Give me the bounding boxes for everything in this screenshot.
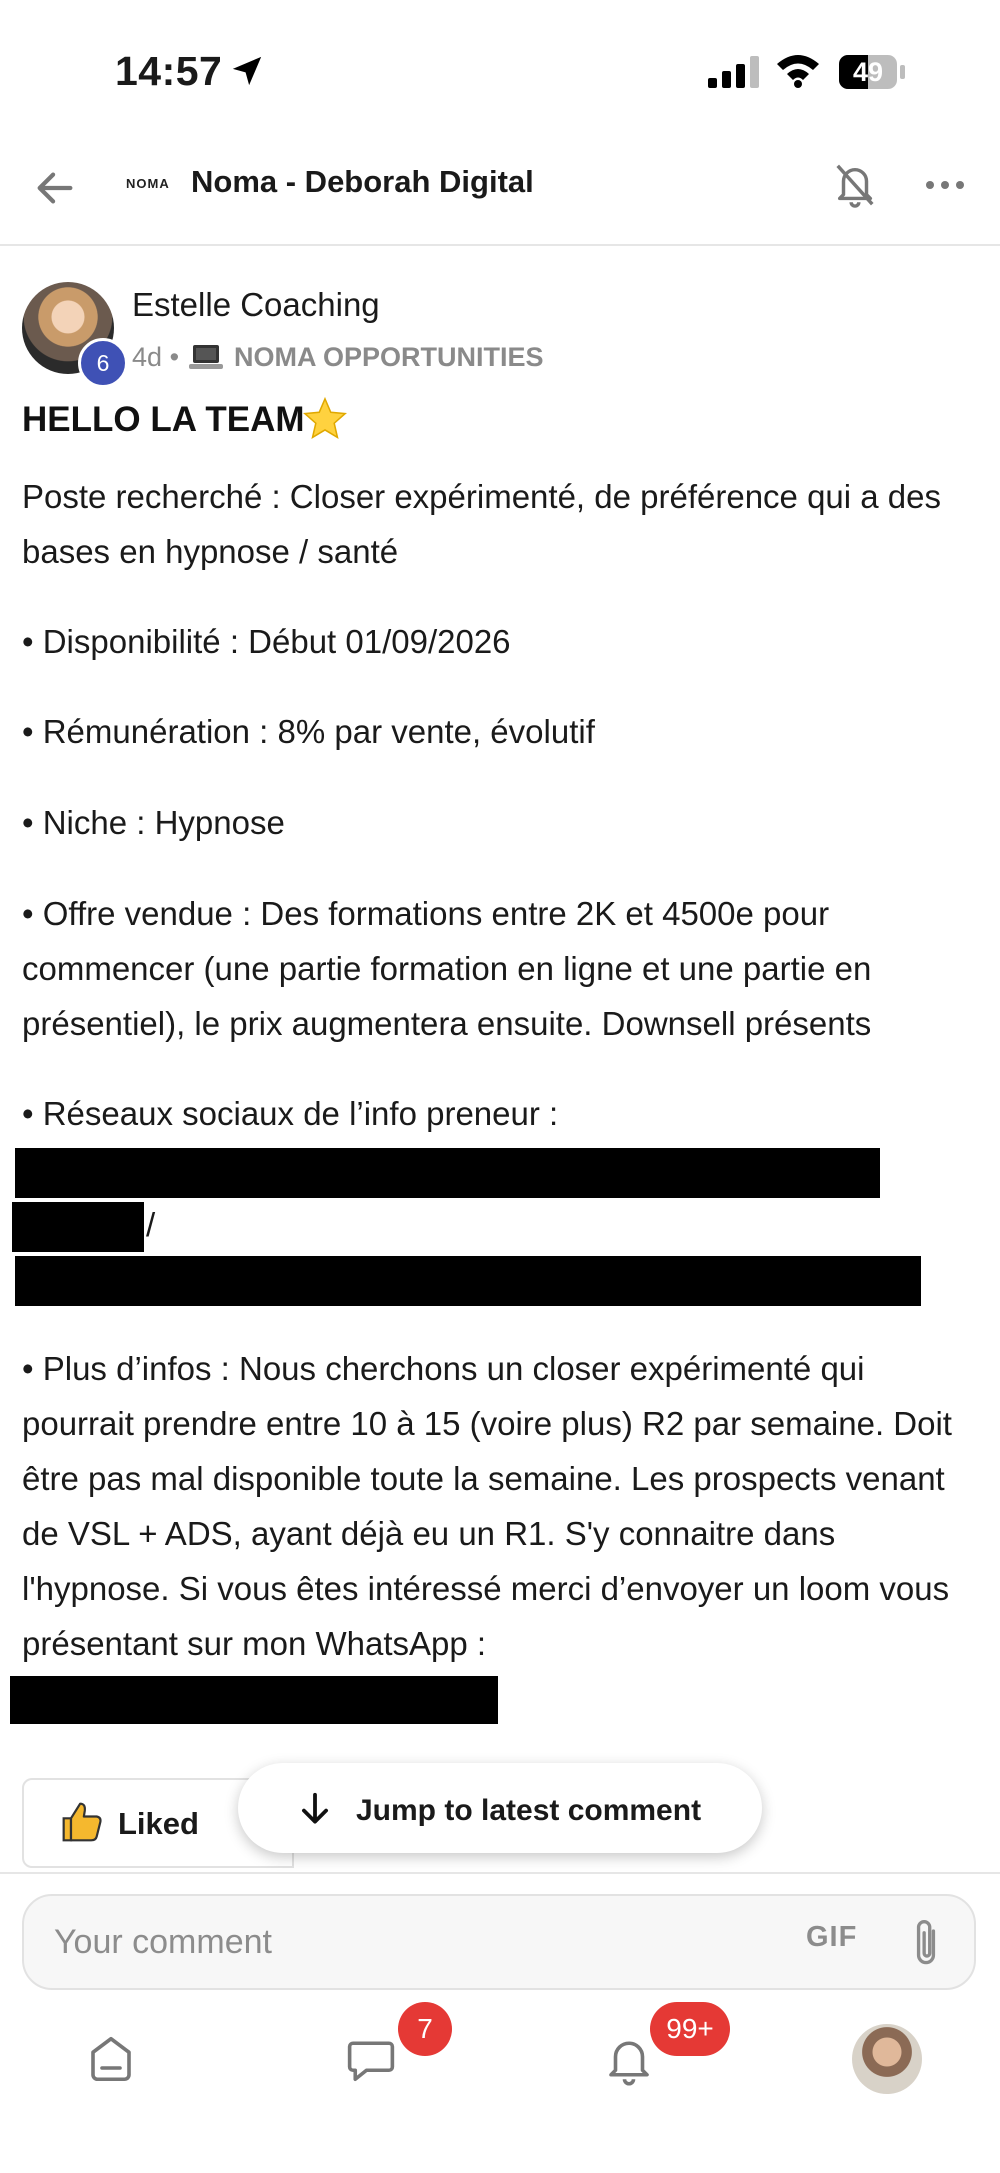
back-arrow-icon[interactable] [32,165,78,211]
paperclip-icon[interactable] [906,1918,946,1970]
community-logo: NOMA [126,176,170,191]
post-paragraph: • Offre vendue : Des formations entre 2K et 4500e pour commencer (une partie formation en ligne et une partie en présentiel), le prix augmentera ensuite. Downsell présents [22,895,872,1042]
post-title: HELLO LA TEAM [22,400,305,439]
status-time: 14:57 [115,48,223,94]
redacted-link [15,1256,921,1306]
star-icon [302,396,348,442]
profile-avatar[interactable] [852,2024,922,2094]
post-paragraph: • Niche : Hypnose [22,804,285,841]
chat-badge: 7 [398,2002,452,2056]
author-name[interactable]: Estelle Coaching [132,286,380,323]
location-arrow-icon [230,54,264,88]
redacted-phone [10,1676,498,1724]
comment-input[interactable] [54,1916,754,1968]
level-badge: 6 [78,338,128,388]
thumbs-up-icon [60,1800,104,1844]
post-paragraph: • Plus d’infos : Nous cherchons un closer expérimenté qui pourrait prendre entre 10 à 15 (voire plus) R2 par semaine. Doit être pas mal disponible toute la semaine. Les prospects venant de VSL + ADS, ayant déjà eu un R1. S'y connaitre dans l'hypnose. Si vous êtes intéressé merci d’envoyer un loom vous présentant sur mon WhatsApp : [22,1350,952,1662]
bell-off-icon[interactable] [832,160,878,210]
wifi-icon [775,52,821,88]
arrow-down-icon [296,1790,334,1828]
chat-icon[interactable] [344,2032,398,2086]
post-meta [132,342,544,373]
more-icon[interactable] [922,170,968,200]
battery-level: 49 [852,57,884,87]
post-paragraph: • Rémunération : 8% par vente, évolutif [22,713,595,750]
gif-button[interactable]: GIF [806,1921,858,1953]
post-paragraph: • Disponibilité : Début 01/09/2026 [22,623,511,660]
redacted-link [15,1148,880,1198]
jump-label: Jump to latest comment [356,1794,702,1827]
post-category[interactable]: NOMA OPPORTUNITIES [234,342,544,372]
signal-icon [708,56,760,88]
page-title: Noma - Deborah Digital [191,164,534,199]
post-paragraph: Poste recherché : Closer expérimenté, de préférence qui a des bases en hypnose / santé [22,478,942,570]
link-separator: / [146,1206,156,1243]
bell-icon[interactable] [602,2032,656,2086]
post-age: 4d [132,342,163,372]
home-icon[interactable] [84,2032,138,2086]
redacted-link [12,1202,144,1252]
notification-badge: 99+ [650,2002,730,2056]
like-label: Liked [118,1806,199,1841]
post-paragraph: • Réseaux sociaux de l’info preneur : [22,1095,559,1132]
divider [0,1872,1000,1874]
meta-separator: • [169,342,180,372]
laptop-icon [189,343,223,371]
